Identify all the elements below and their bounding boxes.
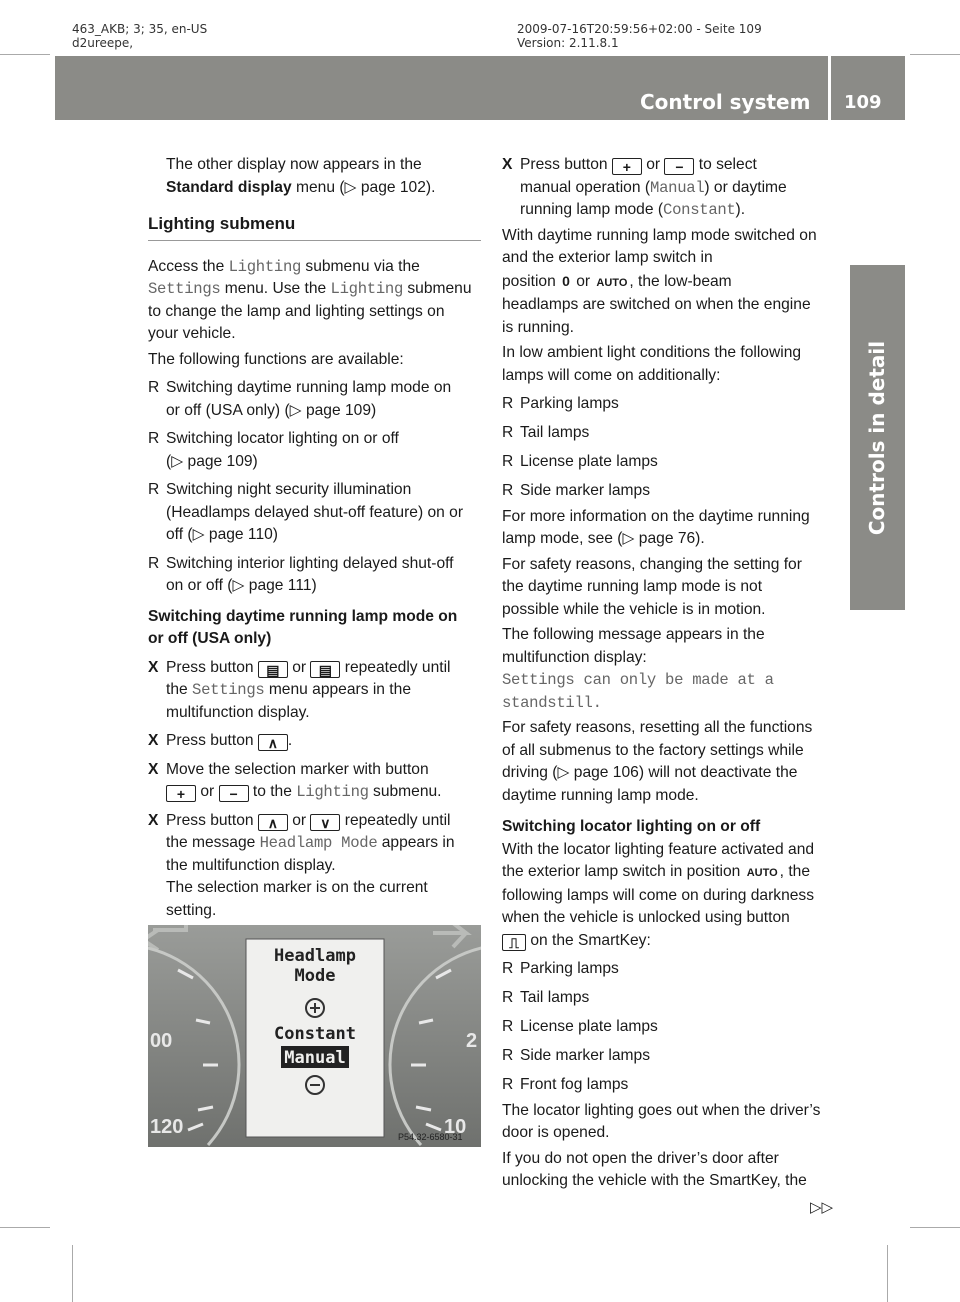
list-item [148,553,481,598]
text: lamp mode, see (▷ page 76). [502,530,705,547]
unlock-button-icon: ⎍ [502,934,526,951]
text: door is opened. [502,1124,610,1141]
text: on the SmartKey: [526,931,651,949]
minus-button-icon: − [664,158,694,175]
text: or [641,156,665,173]
text: Press button [166,732,258,749]
text: submenu. [368,783,442,800]
section-heading: Lighting submenu [148,213,481,241]
text: unlocking the vehicle with the SmartKey, the [502,1172,807,1189]
chapter-title: Control system [640,90,811,114]
header-separator [828,56,831,120]
text: on or off (▷ page 111) [166,577,317,594]
display-text: Constant [663,201,736,219]
locator-lamp-list [502,958,835,1097]
text: the exterior lamp switch in position [502,863,745,880]
crop-mark [910,1227,960,1228]
text: ) or daytime [704,178,787,196]
paragraph-line: your vehicle. [148,325,236,342]
text: submenu [403,280,472,297]
text: Switching daytime running lamp mode on [148,607,458,625]
text: menu appears in the [264,681,411,698]
paragraph [502,506,835,551]
lamp-switch-auto-icon: AUTO [596,276,628,289]
text: or off (USA only) [148,630,272,647]
gauge-label: 00 [150,1030,173,1052]
paragraph [502,1148,835,1193]
option-constant: Constant [274,1024,356,1044]
option-manual: Manual [284,1048,346,1068]
text: With the locator lighting feature activated and [502,840,815,858]
text: the daytime running lamp mode is not [502,578,763,595]
list-item [148,428,481,473]
text: headlamps are switched on when the engine [502,296,811,313]
text: the [166,681,193,698]
text: For safety reasons, changing the setting for [502,555,802,573]
text: (▷ page 109) [166,452,258,470]
right-column [502,154,835,1193]
crop-mark [0,54,50,55]
text: menu. Use the [220,280,331,297]
cluster-illustration [148,925,481,1147]
plus-button-icon: + [612,158,642,175]
text: In low ambient light conditions the following [502,344,802,361]
step [148,657,481,725]
list-item: R Side marker lamps [502,480,835,503]
crop-mark [887,1245,888,1302]
step [502,154,835,222]
text: Switching locator lighting on or off [166,430,399,447]
text: repeatedly until [340,658,451,676]
list-item: R Tail lamps [502,422,835,445]
text: the multifunction display. [166,856,336,874]
text: Switching night security illumination [166,481,412,498]
paragraph [148,256,481,279]
up-button-icon: ∧ [258,734,288,751]
text: (Headlamps delayed shut-off feature) on or [166,503,464,521]
print-meta-right [517,22,762,50]
display-text: Lighting [330,280,404,298]
plus-button-icon: + [166,785,196,802]
list-item: R License plate lamps [502,451,835,474]
text: possible while the vehicle is in motion. [502,600,766,618]
text: Move the selection marker with button [166,760,429,778]
text: The selection marker is on the current [166,879,428,896]
display-text: Settings [148,280,221,298]
function-list [148,377,481,598]
text: ). [735,201,746,218]
text: multifunction display: [502,648,647,666]
text: repeatedly until [340,811,451,829]
meta-left-line2: d2ureepe, [72,36,134,50]
page-number: 109 [844,92,882,113]
list-item: R Parking lamps [502,393,835,416]
display-text: Settings [192,681,265,699]
text: , the low-beam [629,272,732,290]
list-item [148,377,481,422]
display-title-line1: Headlamp [274,946,356,966]
text: when the vehicle is unlocked using button [502,909,790,926]
text: and the exterior lamp switch in [502,249,713,266]
subheading: Switching locator lighting on or off [502,818,761,835]
text: For more information on the daytime running [502,507,810,525]
gauge-label: 2 [466,1030,478,1052]
gauge-label: 10 [444,1116,467,1138]
menu-back-button-icon: ▤ [258,661,288,678]
step [148,730,481,753]
display-text: Manual [650,178,705,197]
text: or [571,272,595,290]
text: or off (USA only) (▷ page 109) [166,401,377,419]
paragraph [502,717,835,807]
list-item [148,479,481,547]
side-tab-text: Controls in detail [865,340,889,535]
text: running lamp mode ( [520,201,664,218]
display-title-line2: Mode [294,966,336,986]
paragraph [502,342,835,387]
text: With daytime running lamp mode switched on [502,226,817,244]
step [148,759,481,804]
text: Press button [166,811,258,829]
text: position [502,272,561,290]
paragraph-line: The following functions are available: [148,350,404,368]
text: or [196,783,219,800]
lamp-switch-zero-icon: 0 [562,272,570,289]
list-item: R Tail lamps [502,987,835,1010]
up-button-icon: ∧ [258,814,288,831]
text: Press button [520,156,612,173]
crop-mark [72,1245,73,1302]
lamp-list [502,393,835,503]
paragraph [502,1100,835,1145]
continued-marker: ▷▷ [810,1199,834,1216]
text: or [287,811,311,829]
text: the message [166,834,260,851]
minus-button-icon: − [219,785,249,802]
text: setting. [166,901,217,919]
text: The locator lighting goes out when the driver’s [502,1101,821,1119]
crop-mark [0,1227,50,1228]
step [148,810,481,923]
text: For safety reasons, resetting all the functions [502,719,813,736]
text: Switching daytime running lamp mode on [166,379,452,396]
meta-left-line1: 463_AKB; 3; 35, en-US [72,22,208,36]
crop-mark [910,54,960,55]
intro-text: menu (▷ page 102). [291,178,436,196]
list-item: R Parking lamps [502,958,835,981]
text: appears in [377,834,455,851]
paragraph [502,225,835,340]
intro-line: The other display now appears in the [166,156,422,173]
list-item: R Side marker lamps [502,1045,835,1068]
meta-right-line2: Version: 2.11.8.1 [517,36,619,50]
paragraph [502,624,835,714]
paragraph-line: to change the lamp and lighting settings on [148,302,445,320]
standard-display-term: Standard display [166,178,292,196]
instrument-cluster-figure [148,925,481,1147]
list-item: R License plate lamps [502,1016,835,1039]
left-column [148,154,481,922]
text: , the [779,863,810,880]
paragraph [502,554,835,622]
lamp-switch-auto-icon: AUTO [746,867,778,879]
menu-forward-button-icon: ▤ [310,661,340,678]
text: following lamps will come on during darkness [502,886,815,904]
text: Switching interior lighting delayed shut-off [166,554,454,572]
down-button-icon: ∨ [310,814,340,831]
display-text: Settings can only be made at a [502,671,774,689]
display-text: standstill. [502,693,602,712]
text: is running. [502,318,574,336]
text: to the [248,783,297,800]
print-meta-left [72,22,207,50]
display-text: Lighting [296,783,369,801]
meta-right-line1: 2009-07-16T20:59:56+02:00 - Seite 109 [517,22,762,36]
text: submenu via the [301,257,420,275]
text: or [287,658,311,676]
text: If you do not open the driver’s door after [502,1149,779,1167]
text: to select [694,156,757,173]
subheading [148,606,481,651]
text: lamps will come on additionally: [502,366,721,384]
paragraph [502,839,835,953]
text: manual operation ( [520,178,651,196]
gauge-label: 120 [150,1116,184,1138]
paragraph [148,278,481,301]
text: off (▷ page 110) [166,526,278,543]
intro-line [148,177,481,200]
side-tab-label [851,265,903,610]
text: of all submenus to the factory settings while [502,741,804,759]
text: The following message appears in the [502,626,765,643]
text: Press button [166,658,258,676]
figure-code: P54.32-6580-31 [398,1132,463,1142]
display-text: Headlamp Mode [259,834,378,852]
text: daytime running lamp mode. [502,786,699,804]
text: . [287,732,293,749]
list-item: R Front fog lamps [502,1074,835,1097]
display-text: Lighting [228,257,302,276]
text: multifunction display. [166,703,310,721]
text: driving (▷ page 106) will not deactivate the [502,764,798,781]
text: Access the [148,257,229,275]
